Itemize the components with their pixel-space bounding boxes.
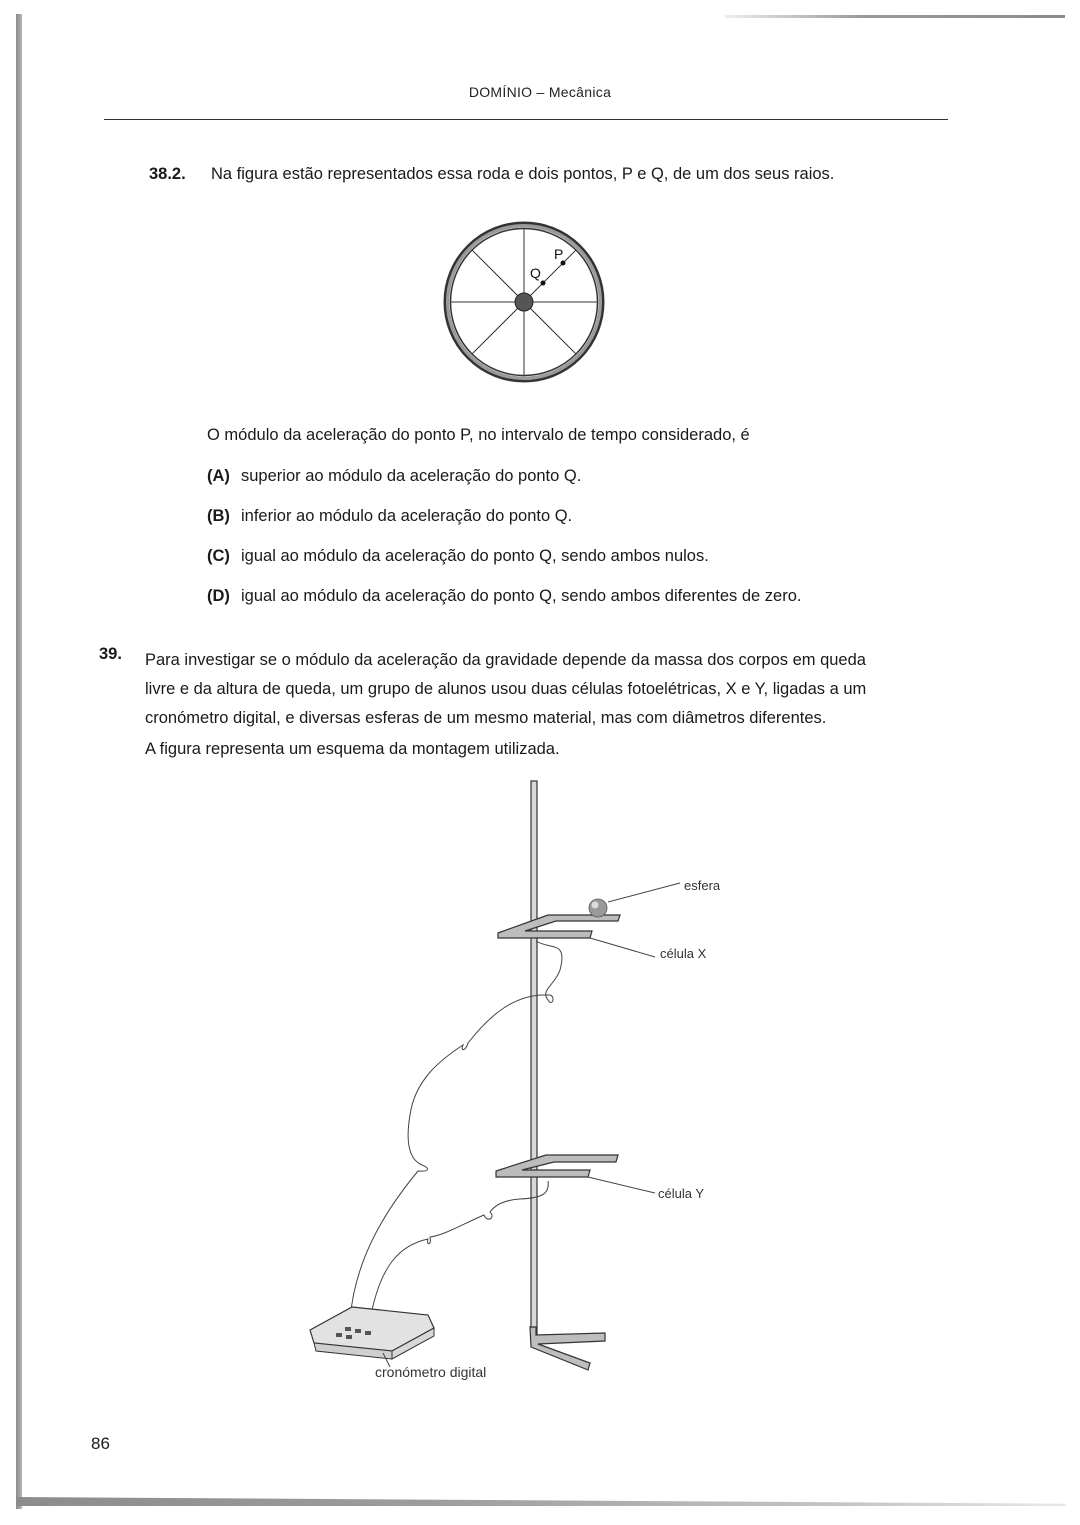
option-c-letter: (C) bbox=[207, 547, 230, 565]
option-a[interactable] bbox=[207, 467, 581, 486]
option-a-text: superior ao módulo da aceleração do ponto Q. bbox=[241, 467, 582, 485]
label-cell-x: célula X bbox=[660, 946, 707, 961]
label-digital-timer: cronómetro digital bbox=[375, 1364, 487, 1380]
question-39-line-1: Para investigar se o módulo da aceleração da gravidade depende da massa dos corpos em queda bbox=[145, 651, 866, 669]
option-b-text: inferior ao módulo da aceleração do ponto Q. bbox=[241, 507, 573, 525]
question-39-line-3: cronómetro digital, e diversas esferas de um mesmo material, mas com diâmetros diferentes. bbox=[145, 709, 827, 727]
option-c-text: igual ao módulo da aceleração do ponto Q, sendo ambos nulos. bbox=[241, 547, 709, 565]
header-rule bbox=[104, 119, 948, 120]
wheel-hub bbox=[515, 293, 533, 311]
photocell-x bbox=[498, 915, 620, 938]
scan-edge-bottom bbox=[16, 1497, 1066, 1506]
photocell-y bbox=[496, 1155, 618, 1177]
question-number-38-2: 38.2. bbox=[149, 165, 186, 183]
option-d-text: igual ao módulo da aceleração do ponto Q, sendo ambos diferentes de zero. bbox=[241, 587, 802, 605]
wires bbox=[350, 941, 562, 1320]
point-p-label: P bbox=[554, 246, 564, 262]
option-b[interactable] bbox=[207, 507, 572, 526]
question-38-2-prompt: O módulo da aceleração do ponto P, no intervalo de tempo considerado, é bbox=[207, 426, 750, 444]
scan-edge-top bbox=[725, 15, 1065, 18]
label-cell-y: célula Y bbox=[658, 1186, 705, 1201]
label-sphere: esfera bbox=[684, 878, 721, 893]
page-number: 86 bbox=[91, 1434, 110, 1453]
question-number-39: 39. bbox=[99, 645, 122, 663]
experiment-setup-figure bbox=[300, 775, 730, 1375]
question-38-2-statement: Na figura estão representados essa roda e dois pontos, P e Q, de um dos seus raios. bbox=[211, 165, 835, 183]
sphere bbox=[589, 899, 607, 917]
option-d-letter: (D) bbox=[207, 587, 230, 605]
question-39-line-2: livre e da altura de queda, um grupo de alunos usou duas células fotoelétricas, X e Y, ligadas a um bbox=[145, 680, 867, 698]
support-base bbox=[530, 1327, 605, 1370]
question-39-line-4: A figura representa um esquema da montagem utilizada. bbox=[145, 740, 560, 758]
sphere-highlight bbox=[592, 902, 599, 909]
wheel-figure bbox=[440, 218, 610, 388]
scan-edge-left bbox=[16, 14, 22, 1509]
point-q-marker bbox=[541, 281, 546, 286]
option-c[interactable] bbox=[207, 547, 709, 566]
option-d[interactable] bbox=[207, 587, 801, 606]
point-q-label: Q bbox=[530, 265, 541, 281]
digital-timer bbox=[300, 1307, 434, 1359]
option-a-letter: (A) bbox=[207, 467, 230, 485]
option-b-letter: (B) bbox=[207, 507, 230, 525]
support-rod bbox=[531, 781, 537, 1341]
running-header: DOMÍNIO – Mecânica bbox=[468, 84, 612, 100]
